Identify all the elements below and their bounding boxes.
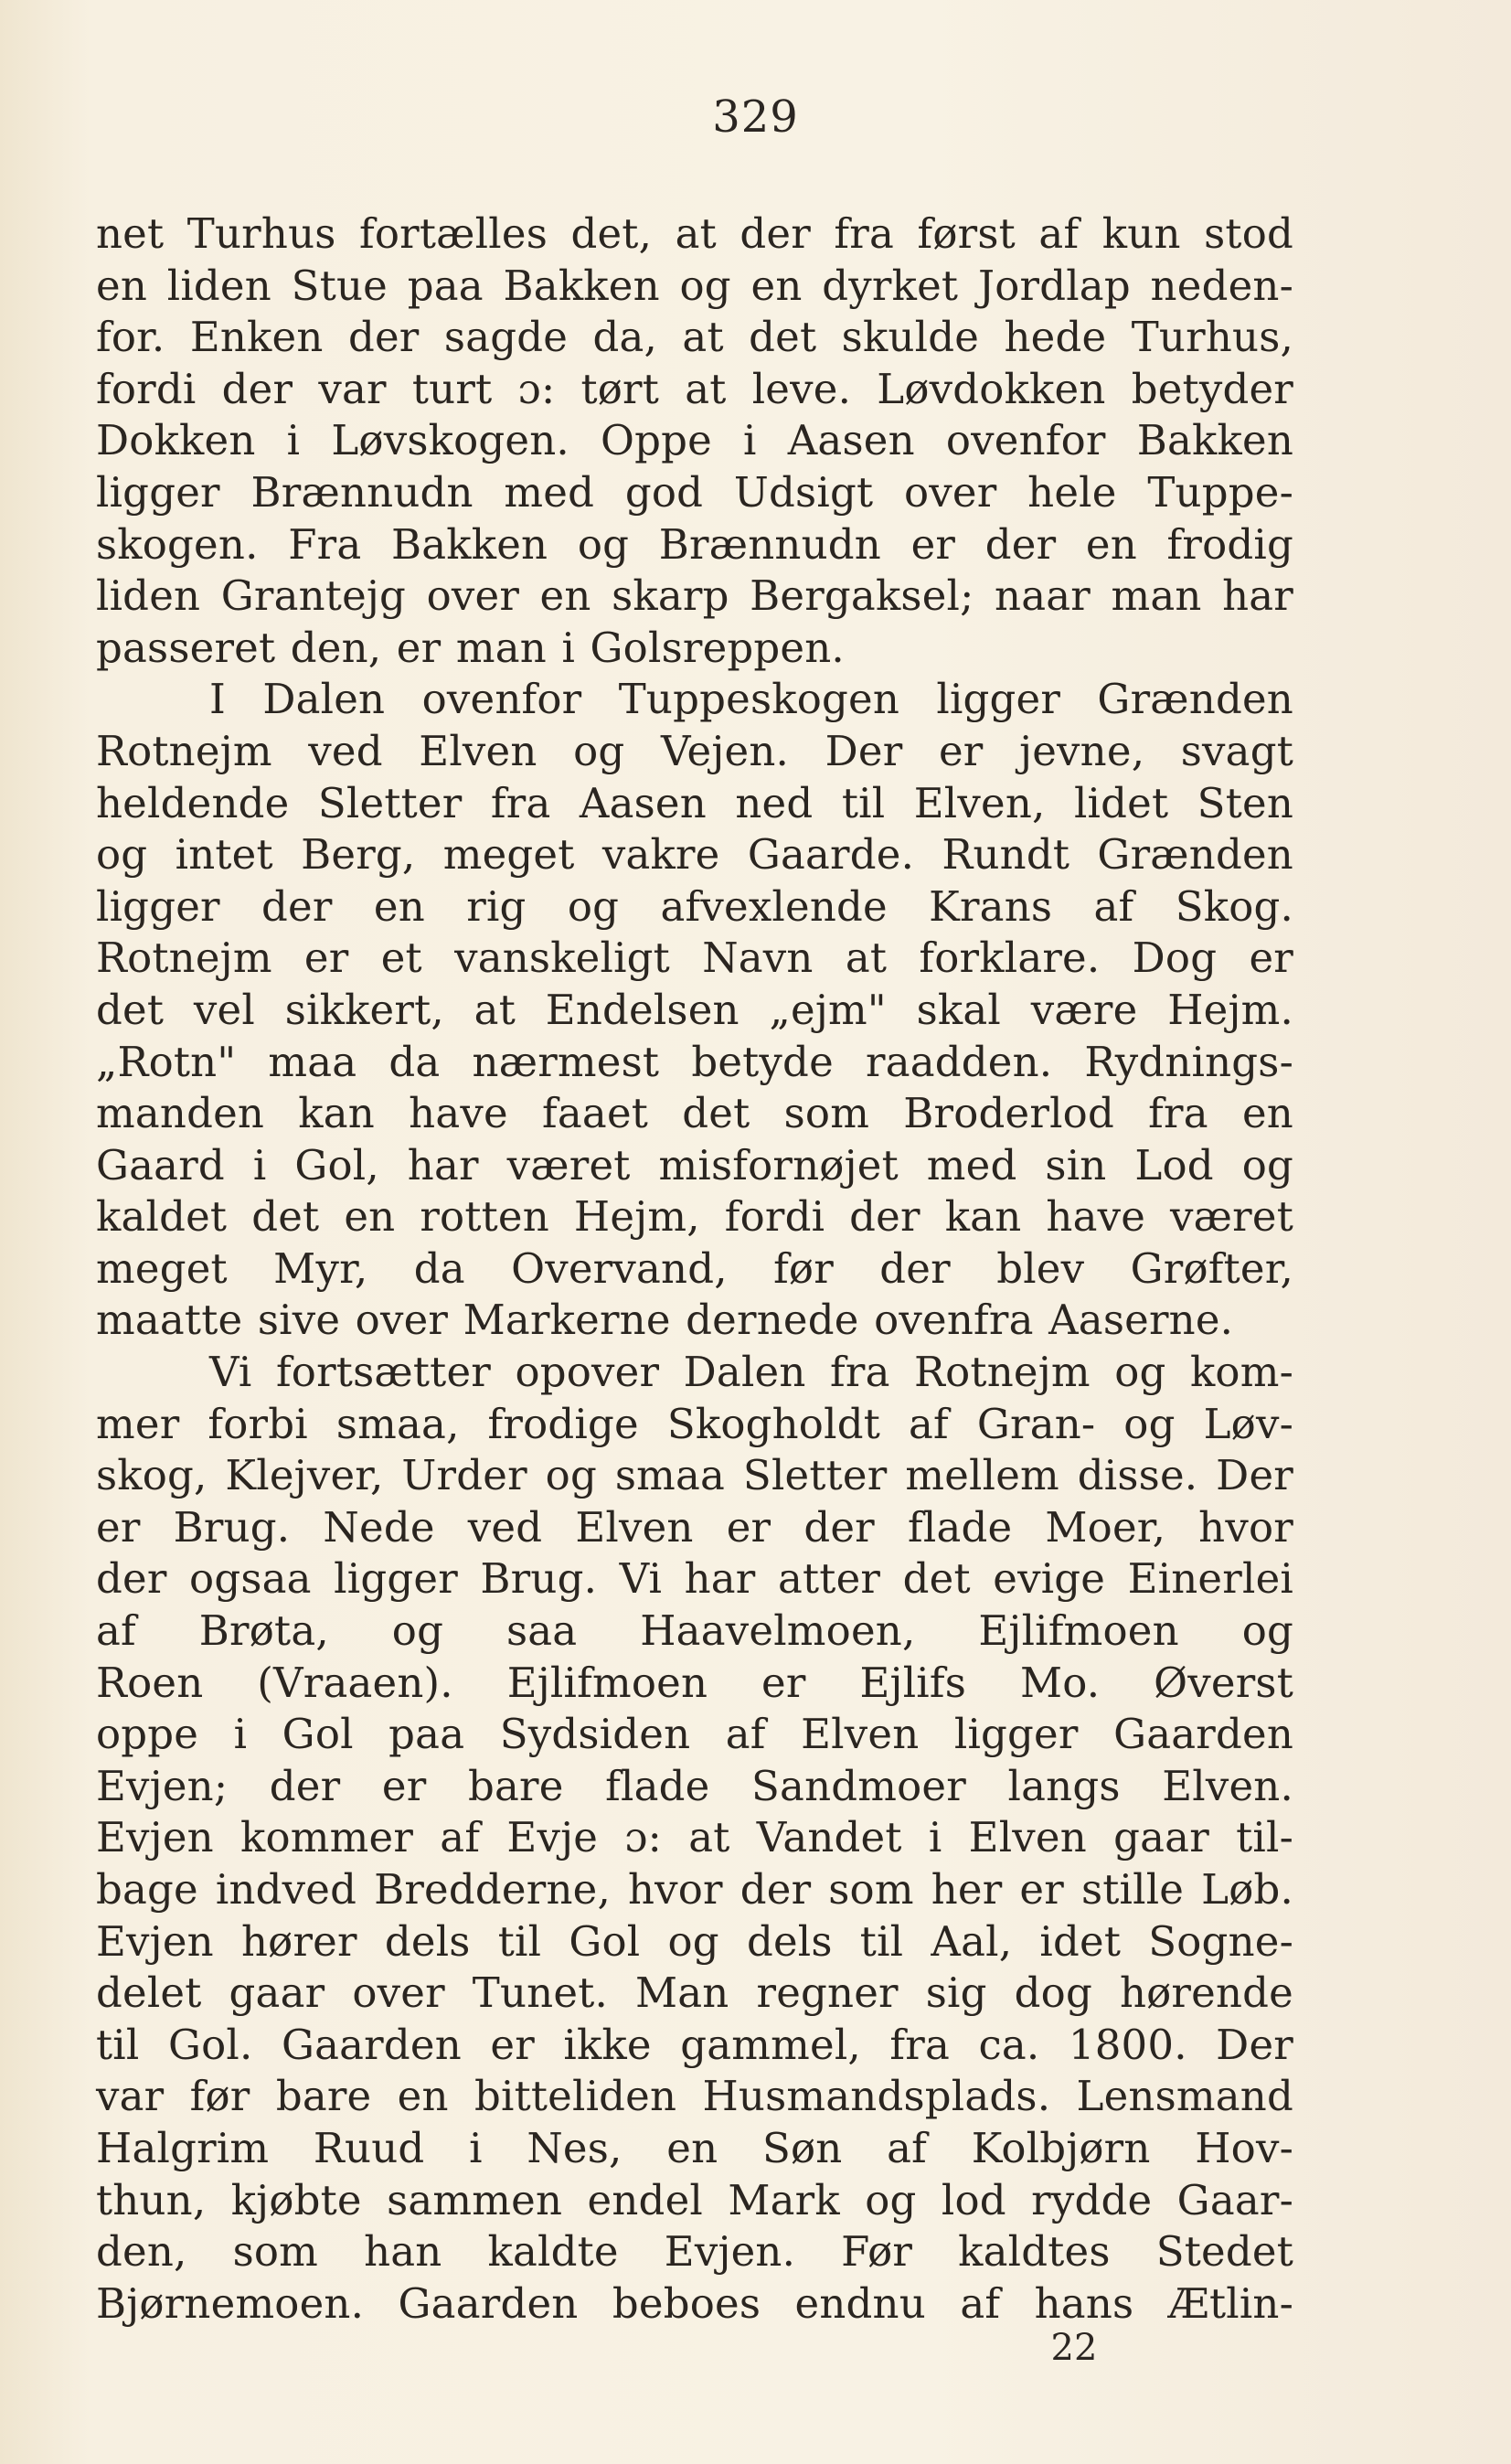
text-line: ligger Brænnudn med god Udsigt over hele Tuppe- xyxy=(96,467,1293,517)
text-line: passeret den, er man i Golsreppen. xyxy=(96,623,845,672)
text-line: Bjørnemoen. Gaarden beboes endnu af hans Ætlin- xyxy=(96,2278,1293,2328)
text-line: manden kan have faaet det som Broderlod fra en xyxy=(96,1089,1293,1138)
text-line: Evjen; der er bare flade Sandmoer langs Elven. xyxy=(96,1761,1293,1810)
text-line: heldende Sletter fra Aasen ned til Elven, lidet Sten xyxy=(96,778,1293,827)
text-line: den, som han kaldte Evjen. Før kaldtes Stedet xyxy=(96,2227,1293,2277)
text-line: det vel sikkert, at Endelsen „ejm" skal være Hejm. xyxy=(96,985,1293,1034)
signature-mark: 22 xyxy=(1050,2327,1098,2369)
text-line: af Brøta, og saa Haavelmoen, Ejlifmoen og xyxy=(96,1606,1293,1656)
text-line: Roen (Vraaen). Ejlifmoen er Ejlifs Mo. Øverst xyxy=(96,1658,1293,1707)
text-line: oppe i Gol paa Sydsiden af Elven ligger Gaarden xyxy=(96,1710,1293,1759)
text-line: Rotnejm er et vanskeligt Navn at forklare. Dog er xyxy=(96,933,1293,983)
text-line: skog, Klejver, Urder og smaa Sletter mellem disse. Der xyxy=(96,1451,1293,1500)
text-line: var før bare en bitteliden Husmandsplads. Lensmand xyxy=(96,2072,1293,2121)
text-line: fordi der var turt ɔ: tørt at leve. Løvdokken betyder xyxy=(96,364,1293,413)
text-line: maatte sive over Markerne dernede ovenfra Aaserne. xyxy=(96,1296,1234,1345)
page-number: 329 xyxy=(712,91,799,143)
body-text xyxy=(96,208,1293,2330)
text-line: net Turhus fortælles det, at der fra først af kun stod xyxy=(96,209,1293,258)
text-line: bage indved Bredderne, hvor der som her er stille Løb. xyxy=(96,1865,1293,1914)
text-line: kaldet det en rotten Hejm, fordi der kan have været xyxy=(96,1192,1293,1242)
text-line: „Rotn" maa da nærmest betyde raadden. Rydnings- xyxy=(96,1037,1293,1086)
text-line: til Gol. Gaarden er ikke gammel, fra ca. 1800. Der xyxy=(96,2020,1293,2069)
text-line: mer forbi smaa, frodige Skogholdt af Gran- og Løv- xyxy=(96,1399,1293,1448)
text-line: meget Myr, da Overvand, før der blev Grøfter, xyxy=(96,1243,1293,1293)
text-line: Halgrim Ruud i Nes, en Søn af Kolbjørn Hov- xyxy=(96,2123,1293,2172)
text-line: liden Grantejg over en skarp Bergaksel; naar man har xyxy=(96,571,1293,621)
text-line: en liden Stue paa Bakken og en dyrket Jordlap neden- xyxy=(96,261,1293,310)
text-line: delet gaar over Tunet. Man regner sig dog hørende xyxy=(96,1968,1293,2018)
text-line: og intet Berg, meget vakre Gaarde. Rundt Grænden xyxy=(96,830,1293,880)
text-line: ligger der en rig og afvexlende Krans af Skog. xyxy=(96,881,1293,931)
text-line: Evjen kommer af Evje ɔ: at Vandet i Elven gaar til- xyxy=(96,1813,1293,1862)
text-line: Rotnejm ved Elven og Vejen. Der er jevne, svagt xyxy=(96,726,1293,775)
text-line: Dokken i Løvskogen. Oppe i Aasen ovenfor Bakken xyxy=(96,416,1293,465)
text-line: er Brug. Nede ved Elven er der flade Moer, hvor xyxy=(96,1502,1293,1552)
text-line: skogen. Fra Bakken og Brænnudn er der en frodig xyxy=(96,519,1293,569)
text-line: I Dalen ovenfor Tuppeskogen ligger Grænden xyxy=(209,675,1293,724)
text-line: Evjen hører dels til Gol og dels til Aal, idet Sogne- xyxy=(96,1916,1293,1966)
text-line: for. Enken der sagde da, at det skulde hede Turhus, xyxy=(96,313,1293,362)
text-line: Gaard i Gol, har været misfornøjet med sin Lod og xyxy=(96,1140,1293,1189)
text-line: thun, kjøbte sammen endel Mark og lod rydde Gaar- xyxy=(96,2175,1293,2224)
text-line: der ogsaa ligger Brug. Vi har atter det evige Einerlei xyxy=(96,1554,1293,1604)
text-line: Vi fortsætter opover Dalen fra Rotnejm og kom- xyxy=(209,1348,1293,1397)
